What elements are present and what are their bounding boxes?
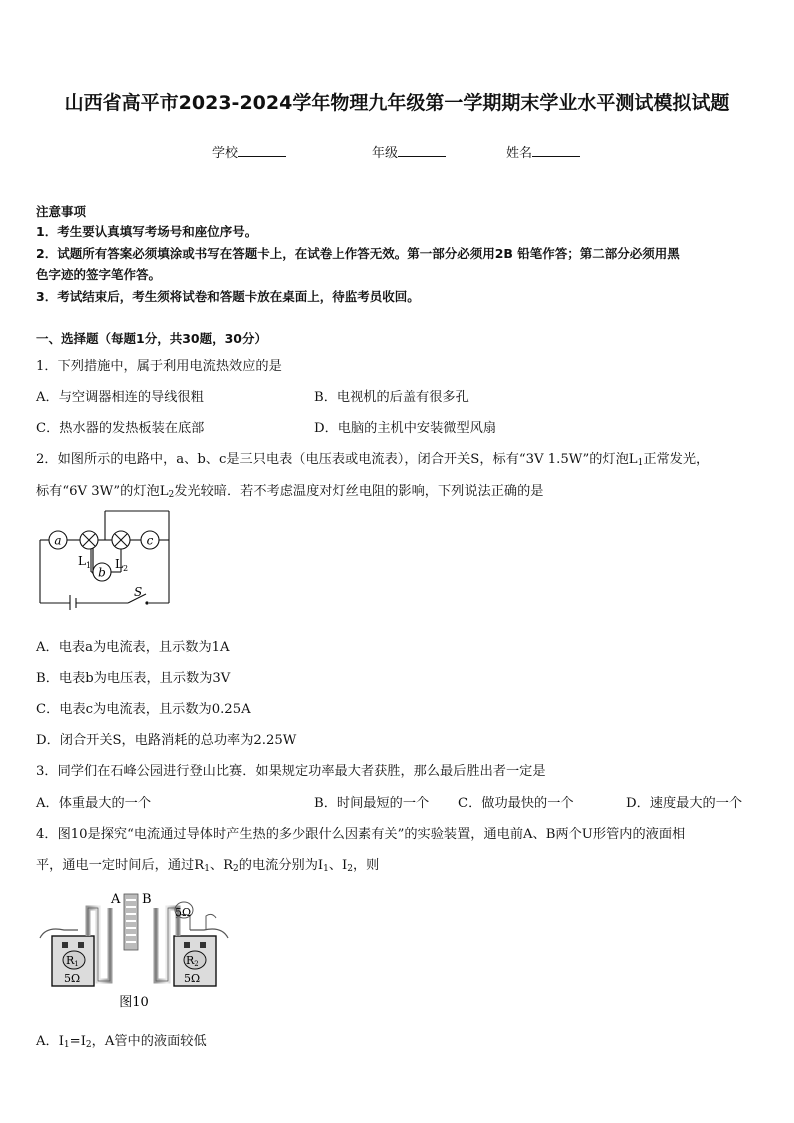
name-blank[interactable] [532, 142, 580, 157]
notice-item-2: 2．试题所有答案必须填涂或书写在答题卡上，在试卷上作答无效。第一部分必须用2B 铅笔作答；第二部分必须用黑 [36, 246, 680, 261]
q2-option-d: D．闭合开关S，电路消耗的总功率为2.25W [36, 733, 297, 748]
q1-option-a: A．与空调器相连的导线很粗 [36, 390, 204, 405]
q3-option-b: B．时间最短的一个 [314, 796, 430, 811]
q4-stem-line1: 4．图10是探究“电流通过导体时产生热的多少跟什么因素有关”的实验装置，通电前A、B两个U形管内的液面相 [36, 827, 686, 842]
notice-item-2-cont: 色字迹的签字笔作答。 [36, 267, 162, 282]
switch-label: S [134, 585, 143, 599]
r1-label: R1 [66, 954, 79, 968]
section-heading: 一、选择题（每题1分，共30题，30分） [36, 331, 267, 346]
lamp-l1-label: $L_1$ [78, 554, 92, 570]
school-field[interactable] [212, 142, 286, 161]
q3-option-d: D．速度最大的一个 [626, 796, 743, 811]
lamp-l2-label: $L_2$ [115, 557, 129, 573]
name-field[interactable] [506, 142, 580, 161]
q3-option-c: C．做功最快的一个 [458, 796, 574, 811]
q1-option-d: D．电脑的主机中安装微型风扇 [314, 421, 497, 436]
q2-option-b: B．电表b为电压表，且示数为3V [36, 671, 231, 686]
notice-item-3: 3．考试结束后，考生须将试卷和答题卡放在桌面上，待监考员收回。 [36, 289, 420, 304]
grade-label: 年级 [372, 146, 399, 161]
grade-field[interactable] [372, 142, 446, 161]
figure-caption: 图10 [119, 995, 149, 1010]
r2-value: 5Ω [184, 972, 201, 985]
notice-heading: 注意事项 [36, 204, 87, 219]
grade-blank[interactable] [398, 142, 446, 157]
tube-b-label: B [142, 892, 152, 907]
q4-apparatus-figure [38, 886, 230, 1016]
name-label: 姓名 [506, 146, 533, 161]
q1-option-b: B．电视机的后盖有很多孔 [314, 390, 469, 405]
external-resistor-label: 5Ω [175, 906, 192, 919]
notice-item-1: 1．考生要认真填写考场号和座位序号。 [36, 224, 258, 239]
r2-label: R2 [186, 954, 199, 968]
q1-stem: 1．下列措施中，属于利用电流热效应的是 [36, 359, 282, 374]
q2-stem-line2: 标有“6V 3W”的灯泡$L_2$发光较暗．若不考虑温度对灯丝电阻的影响，下列说法正确的是 [36, 484, 544, 500]
q2-option-a: A．电表a为电流表，且示数为1A [36, 640, 230, 655]
q2-option-c: C．电表c为电流表，且示数为0.25A [36, 702, 251, 717]
q2-circuit-figure [36, 506, 176, 610]
q3-option-a: A．体重最大的一个 [36, 796, 152, 811]
lamp-l2-symbol [112, 531, 130, 549]
lamp-l1-symbol [80, 531, 98, 549]
school-label: 学校 [212, 146, 239, 161]
q3-stem: 3．同学们在石峰公园进行登山比赛．如果规定功率最大者获胜，那么最后胜出者一定是 [36, 764, 546, 779]
q4-stem-line2: 平，通电一定时间后，通过$R_1$、$R_2$的电流分别为$I_1$、$I_2$，则 [36, 858, 380, 874]
tube-a-label: A [111, 892, 121, 907]
meter-c-label: c [146, 533, 154, 548]
meter-a-label: a [54, 533, 62, 548]
q4-option-a: A．$I_1=I_2$，A管中的液面较低 [36, 1034, 207, 1050]
meter-b-label: b [98, 565, 106, 580]
school-blank[interactable] [238, 142, 286, 157]
page-title: 山西省高平市2023-2024学年物理九年级第一学期期末学业水平测试模拟试题 [64, 92, 730, 114]
r1-value: 5Ω [64, 972, 81, 985]
q2-stem-line1: 2．如图所示的电路中，a、b、c是三只电表（电压表或电流表），闭合开关S，标有“3V 1.5W”的灯泡$L_1$正常发光， [36, 452, 710, 468]
q1-option-c: C．热水器的发热板装在底部 [36, 421, 205, 436]
